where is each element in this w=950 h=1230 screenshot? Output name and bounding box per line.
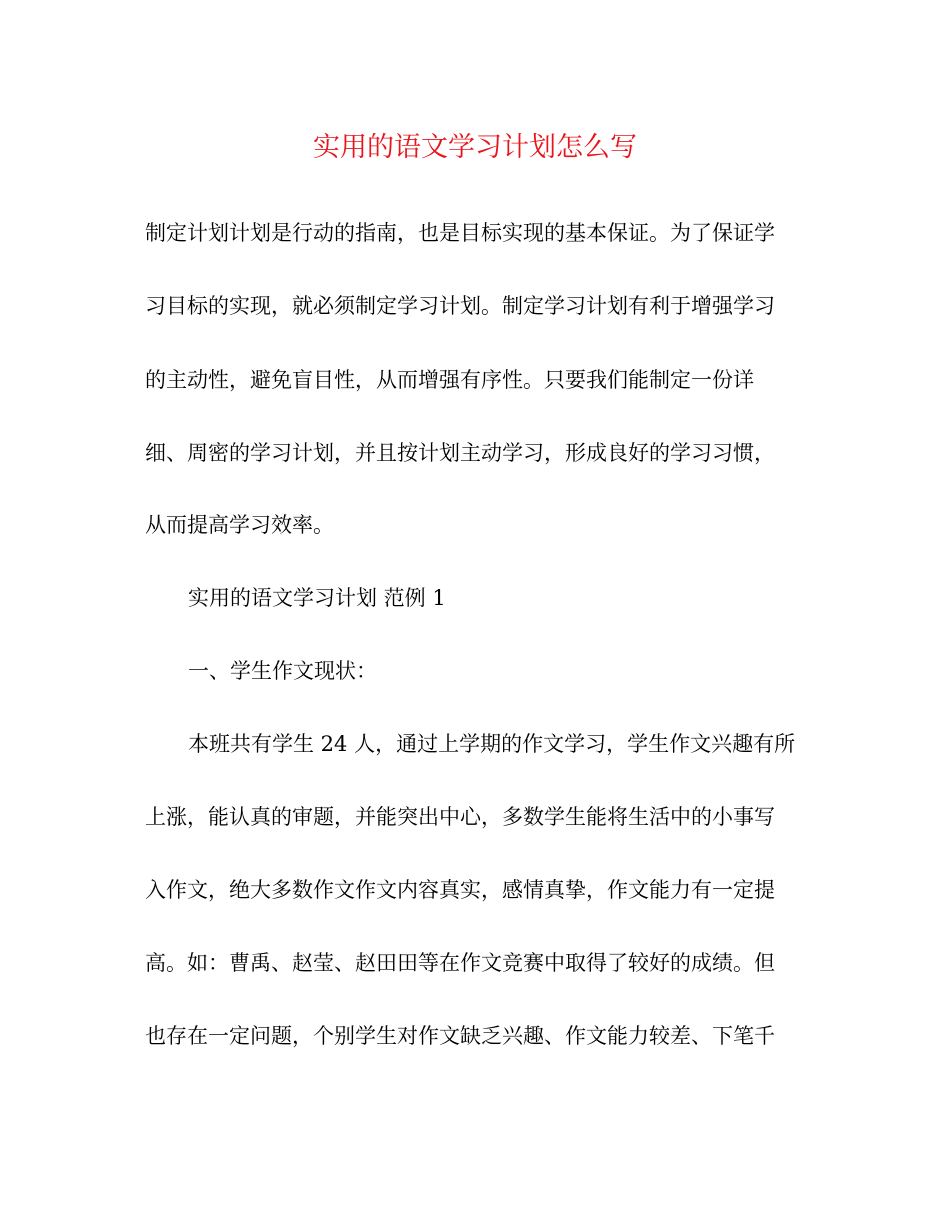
paragraph-line: 细、周密的学习计划，并且按计划主动学习，形成良好的学习习惯， <box>145 441 775 465</box>
paragraph-line: 本班共有学生 24 人，通过上学期的作文学习，学生作文兴趣有所 <box>188 732 796 756</box>
paragraph-line: 入作文，绝大多数作文作文内容真实，感情真挚，作文能力有一定提 <box>145 878 775 902</box>
document-title: 实用的语文学习计划怎么写 <box>313 132 637 163</box>
section-heading: 实用的语文学习计划 范例 1 <box>188 586 446 610</box>
paragraph-line: 制定计划计划是行动的指南，也是目标实现的基本保证。为了保证学 <box>145 221 775 245</box>
paragraph-line: 的主动性，避免盲目性，从而增强有序性。只要我们能制定一份详 <box>145 368 754 392</box>
paragraph-line: 也存在一定问题，个别学生对作文缺乏兴趣、作文能力较差、下笔千 <box>145 1024 775 1048</box>
paragraph-line: 习目标的实现，就必须制定学习计划。制定学习计划有利于增强学习 <box>145 294 775 318</box>
paragraph-line: 上涨，能认真的审题，并能突出中心，多数学生能将生活中的小事写 <box>145 805 775 829</box>
paragraph-line: 高。如：曹禹、赵莹、赵田田等在作文竞赛中取得了较好的成绩。但 <box>145 951 775 975</box>
paragraph-line: 从而提高学习效率。 <box>145 513 334 537</box>
subsection-heading: 一、学生作文现状： <box>188 659 377 683</box>
